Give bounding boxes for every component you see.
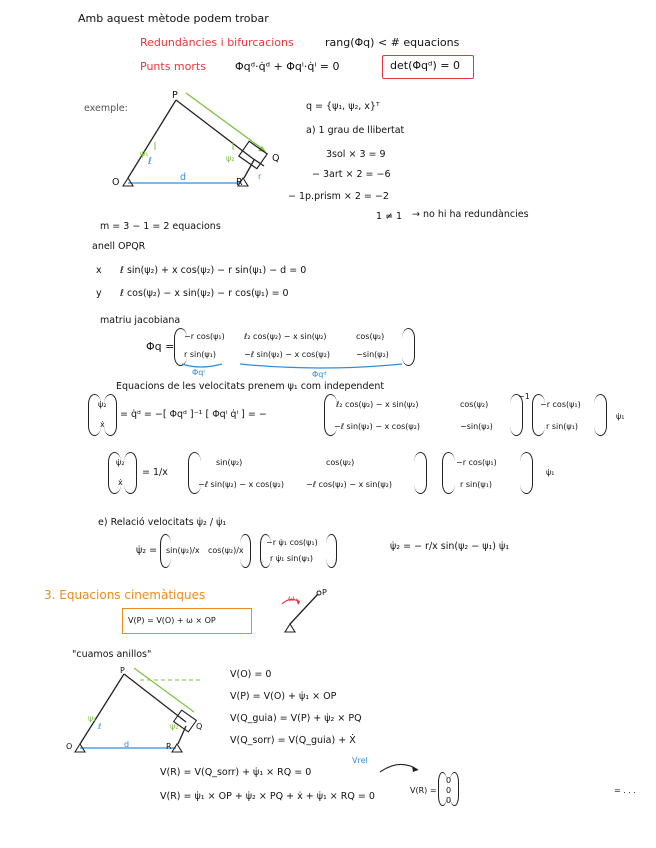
rot-label-P: P [322,588,327,597]
vel2-v2: r sin(ψ₁) [460,480,493,489]
vel-m21: −ℓ sin(ψ₂) − x cos(ψ₂) [334,422,420,431]
vel-psi1: ψ̇₁ [616,412,625,421]
redundancies-eq: rang(Φq) < # equacions [325,36,460,49]
rel-lhs: ψ̇₂ = [136,545,158,556]
vel-m12: cos(ψ₂) [460,400,489,409]
vel-lhs-bot: ẋ [100,420,105,429]
vel2-v1: −r cos(ψ₁) [456,458,497,467]
rel-v1: −r ψ̇₁ cos(ψ₁) [266,538,318,547]
d2-label-d: d [124,740,130,749]
jac-lhs: Φq = [146,340,175,353]
vr-zero-1: 0 [446,776,452,785]
d2-label-O: O [66,742,73,751]
vel2-psi1: ψ̇₁ [546,468,555,477]
vr-zero-3: 0 [446,796,452,805]
kin-6: V(R) = ψ̇₁ × OP + ψ̇₂ × PQ + ẋ + ψ̇₁ × RQ = 0 [160,791,375,802]
section3-title: 3. Equacions cinemàtiques [44,588,206,602]
label-l: ℓ [148,156,152,167]
vel2-m21: −ℓ sin(ψ₂) − x cos(ψ₂) [198,480,284,489]
punts-morts-label: Punts morts [140,60,206,73]
label-O: O [112,177,120,188]
eq-x: ℓ sin(ψ₂) + x cos(ψ₂) − r sin(ψ₁) − d = 0 [120,265,307,276]
vp-formula: V(P) = V(O) + ω × OP [128,616,216,625]
count-prism: − 1p.prism × 2 = −2 [288,191,389,202]
d2-label-psi2: ψ₂ [170,722,179,731]
rel-a: sin(ψ₂)/x [166,546,200,555]
count-result: 1 ≠ 1 [376,211,403,222]
kin-1: V(O) = 0 [230,669,272,680]
omega-label: ω [288,594,295,603]
vel2-m22: −ℓ cos(ψ₂) − x sin(ψ₂) [306,480,392,489]
d2-label-R: R [166,742,172,751]
vel2-frac: = 1/x [142,467,168,478]
label-Q: Q [272,153,280,164]
vr-short: V(R) = [410,786,437,795]
vel-title: Equacions de les velocitats prenem ψ₁ com independent [116,381,385,392]
vel2-m11: sin(ψ₂) [216,458,243,467]
no-redundancies: → no hi ha redundàncies [412,209,529,220]
count-sol: 3sol × 3 = 9 [326,149,386,160]
vel-mid: = q̇ᵈ = −[ Φqᵈ ]⁻¹ [ Φqⁱ q̇ⁱ ] = − [120,409,267,420]
vel-inv: −1 [518,392,530,401]
count-art: − 3art × 2 = −6 [312,169,391,180]
kin-5: V(R) = V(Q_sorr) + ψ̇₁ × RQ = 0 [160,767,312,778]
label-r: r [258,172,262,181]
anell: anell OPQR [92,241,146,252]
rel-v2: r ψ̇₁ sin(ψ₁) [270,554,314,563]
det-eq: det(Φqᵈ) = 0 [390,59,460,72]
eq-y-label: y [96,288,102,299]
jac-r2c2: −ℓ sin(ψ₂) − x cos(ψ₂) [244,350,330,359]
d2-label-P: P [120,666,125,675]
kin-2: V(P) = V(O) + ψ̇₁ × OP [230,691,337,702]
jac-r2c1: r sin(ψ₁) [184,350,217,359]
jac-r1c1: −r cos(ψ₁) [184,332,225,341]
m-eq: m = 3 − 1 = 2 equacions [100,221,221,232]
jac-under-d: Φqᵈ [312,370,327,379]
d2-label-psi1: ψ₁ [88,714,97,723]
d2-label-l: ℓ [98,722,102,731]
label-psi1: ψ₁ [140,149,149,158]
label-R: R [236,177,243,188]
rel-b: cos(ψ₂)/x [208,546,244,555]
vel-m22: −sin(ψ₂) [460,422,493,431]
jac-under-i: Φqⁱ [192,368,205,377]
matriu-label: matriu jacobiana [100,315,181,326]
vel-m11: ℓ₂ cos(ψ₂) − x sin(ψ₂) [336,400,419,409]
vel-lhs-top: ψ̇₂ [98,400,107,409]
eq-y: ℓ cos(ψ₂) − x sin(ψ₂) − r cos(ψ₁) = 0 [120,288,289,299]
cuamos-label: "cuamos anillos" [72,649,152,660]
kin-4: V(Q_sorr) = V(Q_guia) + Ẋ [230,735,356,746]
label-psi2: ψ₂ [226,154,235,163]
label-d: d [180,172,187,183]
q-def: q = {ψ₁, ψ₂, x}ᵀ [306,101,380,112]
kin-3: V(Q_guia) = V(P) + ψ̇₂ × PQ [230,713,362,724]
rel-label: e) Relació velocitats ψ̇₂ / ψ̇₁ [98,517,227,528]
vrel-label: Vrel [352,756,368,765]
d2-label-Q: Q [196,722,203,731]
vel2-m12: cos(ψ₂) [326,458,355,467]
intro-text: Amb aquest mètode podem trobar [78,12,269,25]
vel2-lhs-bot: ẋ [118,478,123,487]
vr-zero-2: 0 [446,786,452,795]
vel-v2: r sin(ψ₁) [546,422,579,431]
vel-v1: −r cos(ψ₁) [540,400,581,409]
punts-morts-eq: Φqᵈ·q̇ᵈ + Φqⁱ·q̇ⁱ = 0 [235,60,340,73]
jac-r2c3: −sin(ψ₂) [356,350,389,359]
jac-r1c2: ℓ₂ cos(ψ₂) − x sin(ψ₂) [244,332,327,341]
jac-r1c3: cos(ψ₂) [356,332,385,341]
vr-zero-paren-right [450,772,459,806]
eq-x-label: x [96,265,102,276]
vr-end: = . . . [614,786,636,795]
rel-result: ψ̇₂ = − r/x sin(ψ₂ − ψ₁) ψ̇₁ [390,541,510,552]
exemple-label: exemple: [84,103,128,114]
vel2-lhs-top: ψ̇₂ [116,458,125,467]
redundancies-label: Redundàncies i bifurcacions [140,36,294,49]
label-P: P [172,90,178,101]
graus-a: a) 1 grau de llibertat [306,125,405,136]
